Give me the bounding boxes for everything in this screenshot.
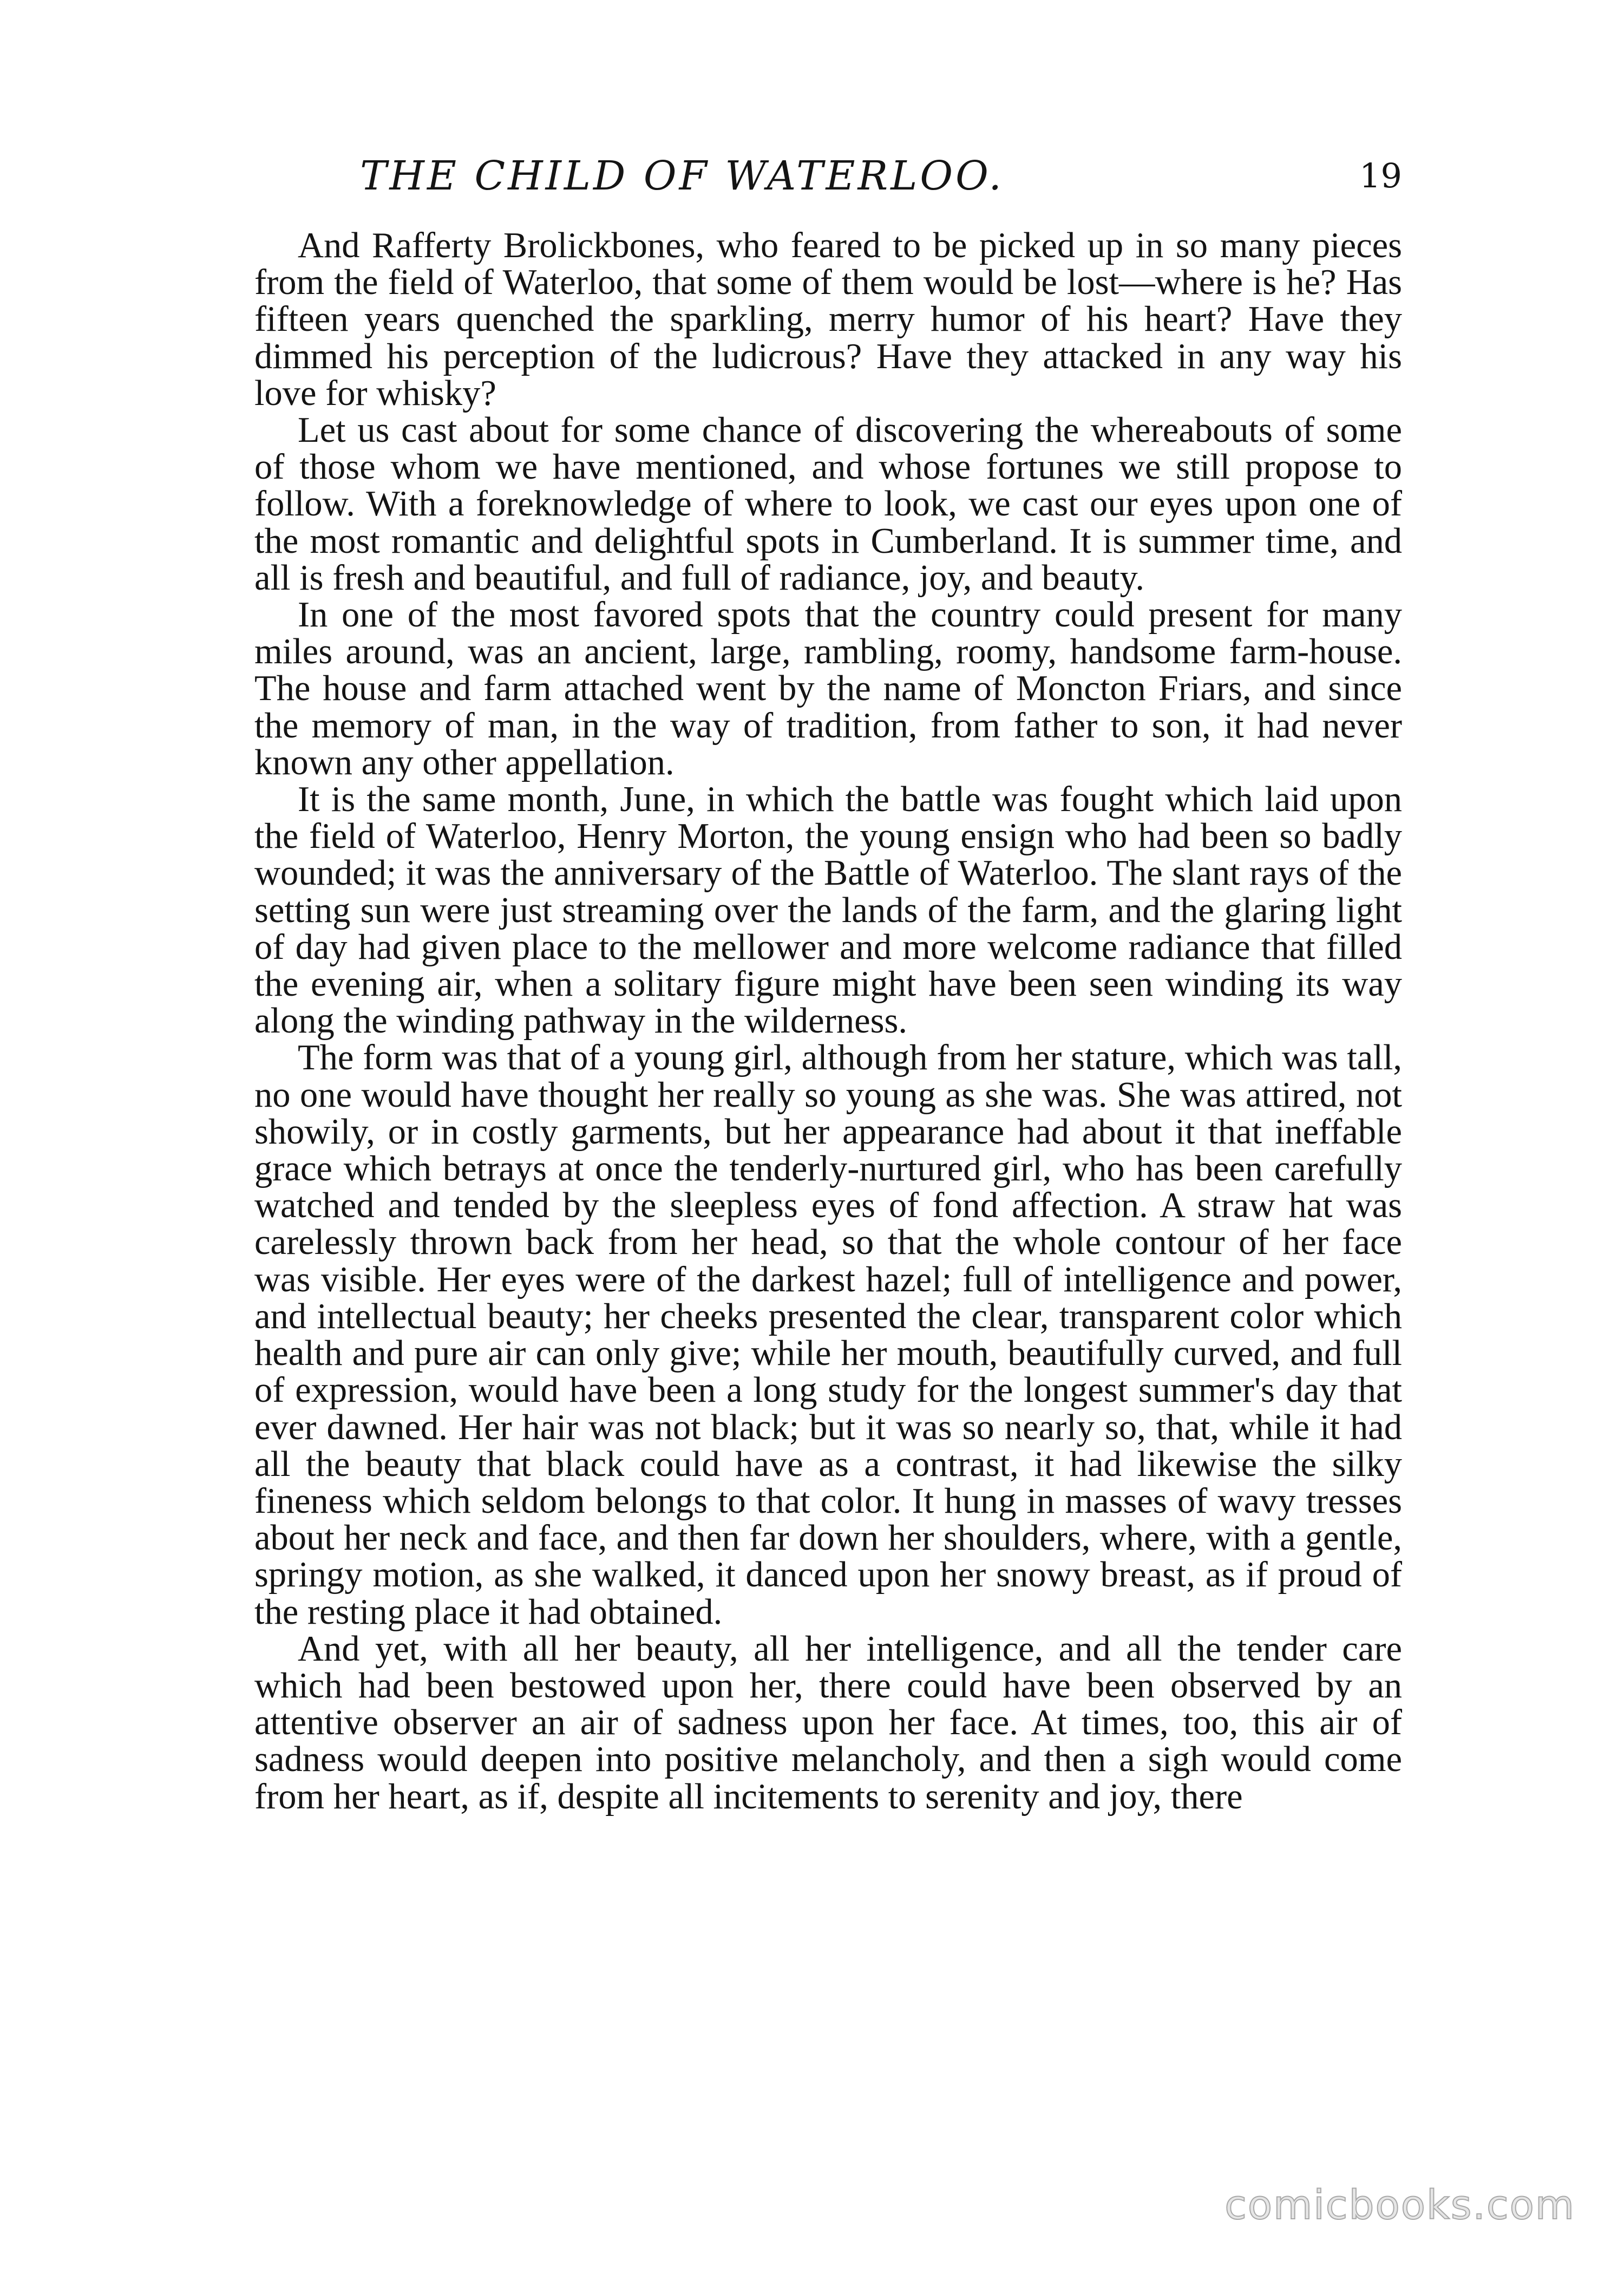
running-header bbox=[0, 146, 1624, 206]
running-title: THE CHILD OF WATERLOO. bbox=[360, 153, 1004, 199]
body-text bbox=[254, 227, 1402, 1815]
paragraph: And Rafferty Brolickbones, who feared to be picked up in so many pieces from the field of Waterloo, that some of them would be lost—where is he? Has fifteen years quenched the sparkling, merry humor of his heart? Have they dimmed his perception of the ludicrous? Have they attacked in any way his love for whisky? bbox=[254, 226, 1402, 413]
paragraph: It is the same month, June, in which the battle was fought which laid upon the field of Waterloo, Henry Morton, the young ensign who had been so badly wounded; it was the anniversary of the Battle of Waterloo. The slant rays of the setting sun were just streaming over the lands of the farm, and the glaring light of day had given place to the mellower and more welcome radiance that filled the evening air, when a solitary figure might have been seen winding its way along the winding pathway in the wilderness. bbox=[254, 780, 1402, 1041]
paragraph: And yet, with all her beauty, all her intelligence, and all the tender care which had been bestowed upon her, there could have been observed by an attentive observer an air of sadness upon her face. At times, too, this air of sadness would deepen into positive melancholy, and then a sigh would come from her heart, as if, despite all incitements to serenity and joy, there bbox=[254, 1629, 1402, 1816]
paragraph: Let us cast about for some chance of discovering the whereabouts of some of those whom we have mentioned, and whose fortunes we still propose to follow. With a foreknowledge of where to look, we cast our eyes upon one of the most romantic and delightful spots in Cumberland. It is summer time, and all is fresh and beautiful, and full of radiance, joy, and beauty. bbox=[254, 410, 1402, 598]
paragraph: In one of the most favored spots that the country could present for many miles around, was an ancient, large, rambling, roomy, handsome farm-house. The house and farm attached went by the name of Moncton Friars, and since the memory of man, in the way of tradition, from father to son, it had never known any other appellation. bbox=[254, 595, 1402, 782]
page-number: 19 bbox=[1359, 156, 1402, 195]
paragraph: The form was that of a young girl, although from her stature, which was tall, no one would have thought her really so young as she was. She was attired, not showily, or in costly garments, but her appearance had about it that ineffable grace which betrays at once the tenderly-nurtured girl, who has been carefully watched and tended by the sleepless eyes of fond affection. A straw hat was carelessly thrown back from her head, so that the whole contour of her face was visible. Her eyes were of the darkest hazel; full of intelligence and power, and intellectual beauty; her cheeks presented the clear, transparent color which health and pure air can only give; while her mouth, beautifully curved, and full of expression, would have been a long study for the longest summer's day that ever dawned. Her hair was not black; but it was so nearly so, that, while it had all the beauty that black could have as a contrast, it had likewise the silky fineness which seldom belongs to that color. It hung in masses of wavy tresses about her neck and face, and then far down her shoulders, where, with a gentle, springy motion, as she walked, it danced upon her snowy breast, as if proud of the resting place it had obtained. bbox=[254, 1038, 1402, 1632]
site-watermark: comicbooks.com bbox=[1224, 2182, 1575, 2229]
